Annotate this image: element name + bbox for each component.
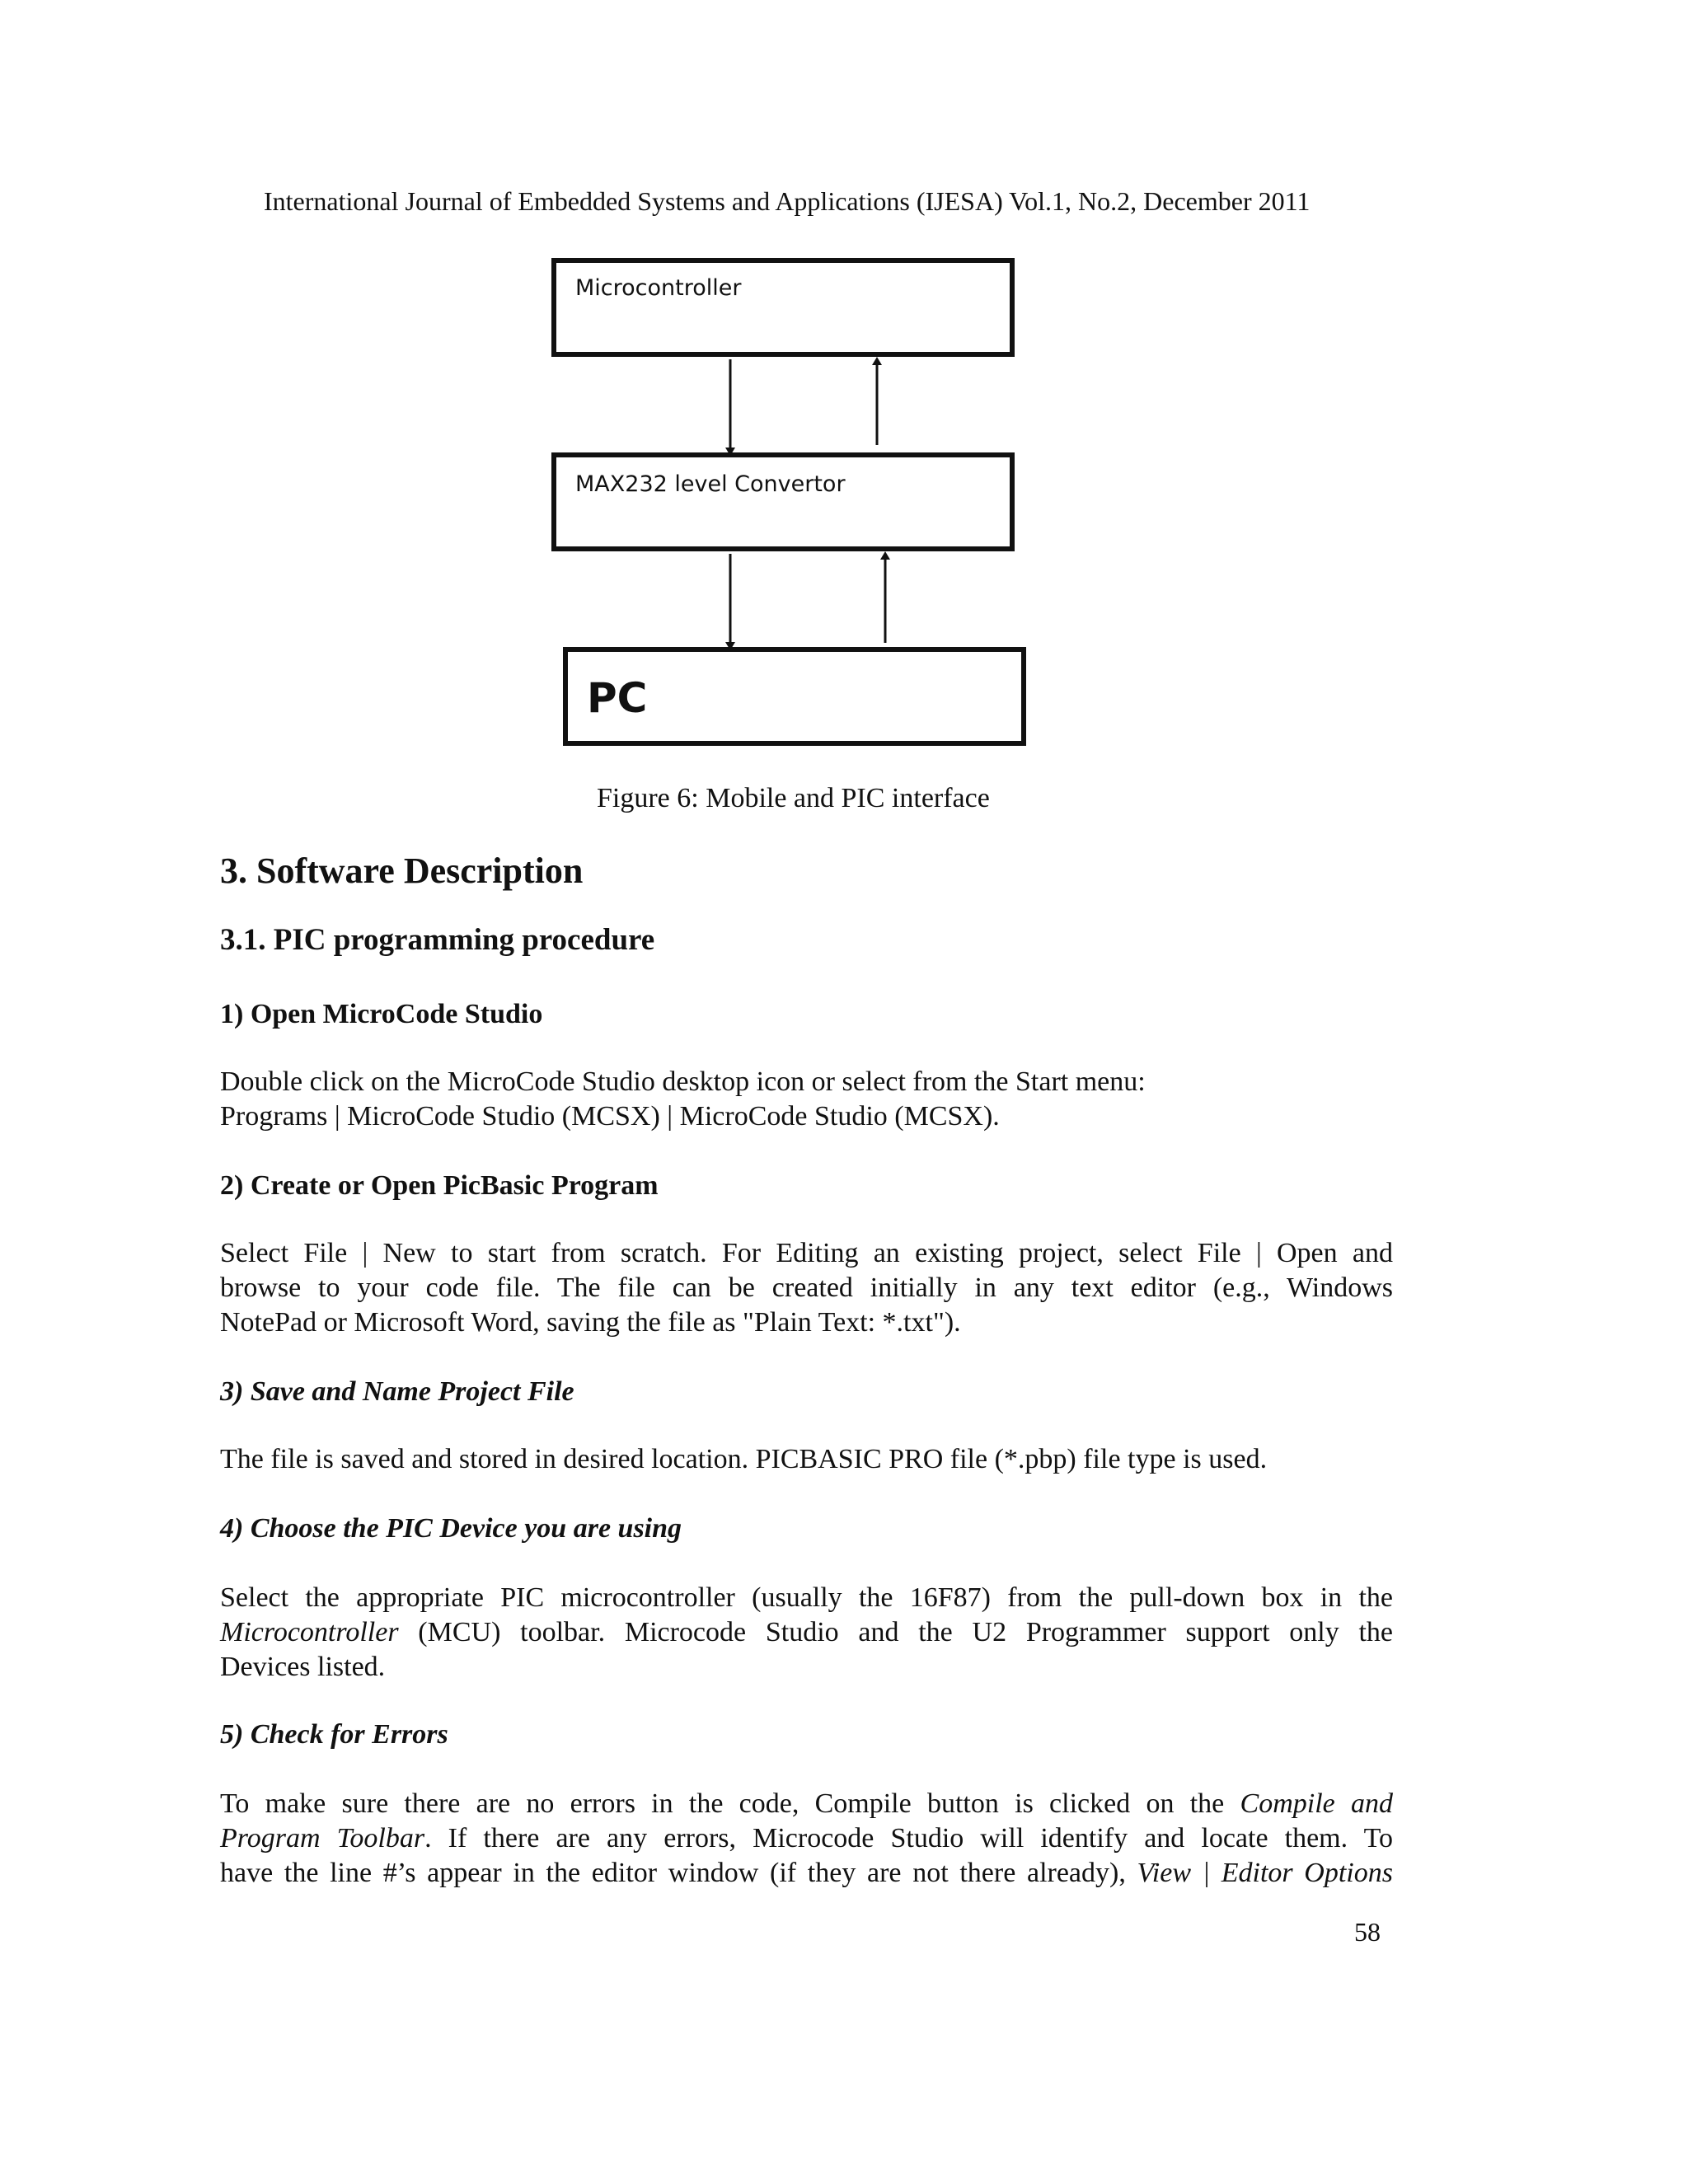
step5-line (220, 1787, 1393, 1821)
step3-paragraph (220, 1442, 1393, 1477)
step2-line: browse to your code file. The file can be created initially in any text editor (e.g., Windows (220, 1272, 1393, 1303)
step4-line: Devices listed. (220, 1652, 386, 1682)
step5-italic-term: Program Toolbar (220, 1823, 425, 1854)
step4-line-rest: (MCU) toolbar. Microcode Studio and the U2 Programmer support only the (398, 1617, 1393, 1647)
step1-line: Programs | MicroCode Studio (MCSX) | MicroCode Studio (MCSX). (220, 1101, 1000, 1132)
step5-line (220, 1856, 1393, 1891)
step5-line-rest: . If there are any errors, Microcode Studio will identify and locate them. To (424, 1823, 1394, 1854)
step3-heading: 3) Save and Name Project File (220, 1376, 574, 1407)
step2-paragraph (220, 1236, 1393, 1340)
step5-italic-term: Compile and (1240, 1788, 1393, 1819)
pc-label: PC (587, 674, 648, 722)
page-number: 58 (1354, 1917, 1381, 1947)
journal-header: International Journal of Embedded Systems and Applications (IJESA) Vol.1, No.2, December 2011 (264, 186, 1311, 216)
step2-heading: 2) Create or Open PicBasic Program (220, 1170, 659, 1201)
step5-line (220, 1821, 1393, 1856)
microcontroller-label: Microcontroller (575, 275, 742, 301)
step2-line: Select File | New to start from scratch. For Editing an existing project, select File | Open and (220, 1238, 1393, 1268)
max232-label: MAX232 level Convertor (575, 471, 846, 497)
step5-line-text: To make sure there are no errors in the code, Compile button is clicked on the (220, 1788, 1240, 1819)
step3-line: The file is saved and stored in desired location. PICBASIC PRO file (*.pbp) file type is used. (220, 1444, 1268, 1474)
block-diagram (551, 257, 1030, 748)
step4-paragraph (220, 1581, 1393, 1685)
step1-paragraph (220, 1065, 1393, 1134)
step1-heading: 1) Open MicroCode Studio (220, 999, 543, 1029)
step5-line-text: have the line #’s appear in the editor window (if they are not there already), (220, 1858, 1137, 1888)
subsection-heading: 3.1. PIC programming procedure (220, 923, 655, 957)
figure-caption: Figure 6: Mobile and PIC interface (597, 783, 990, 813)
step4-heading: 4) Choose the PIC Device you are using (220, 1513, 682, 1544)
max232-block (554, 455, 1012, 549)
step4-line (220, 1615, 1393, 1650)
step4-line: Select the appropriate PIC microcontroller (usually the 16F87) from the pull-down box in the (220, 1582, 1393, 1613)
step5-paragraph (220, 1787, 1393, 1891)
step4-italic-term: Microcontroller (220, 1617, 399, 1647)
step5-italic-term: View | Editor Options (1137, 1858, 1393, 1888)
step5-heading: 5) Check for Errors (220, 1719, 448, 1750)
section-heading: 3. Software Description (220, 851, 584, 891)
step2-line: NotePad or Microsoft Word, saving the file as "Plain Text: *.txt"). (220, 1307, 961, 1338)
step1-line: Double click on the MicroCode Studio desktop icon or select from the Start menu: (220, 1066, 1146, 1097)
